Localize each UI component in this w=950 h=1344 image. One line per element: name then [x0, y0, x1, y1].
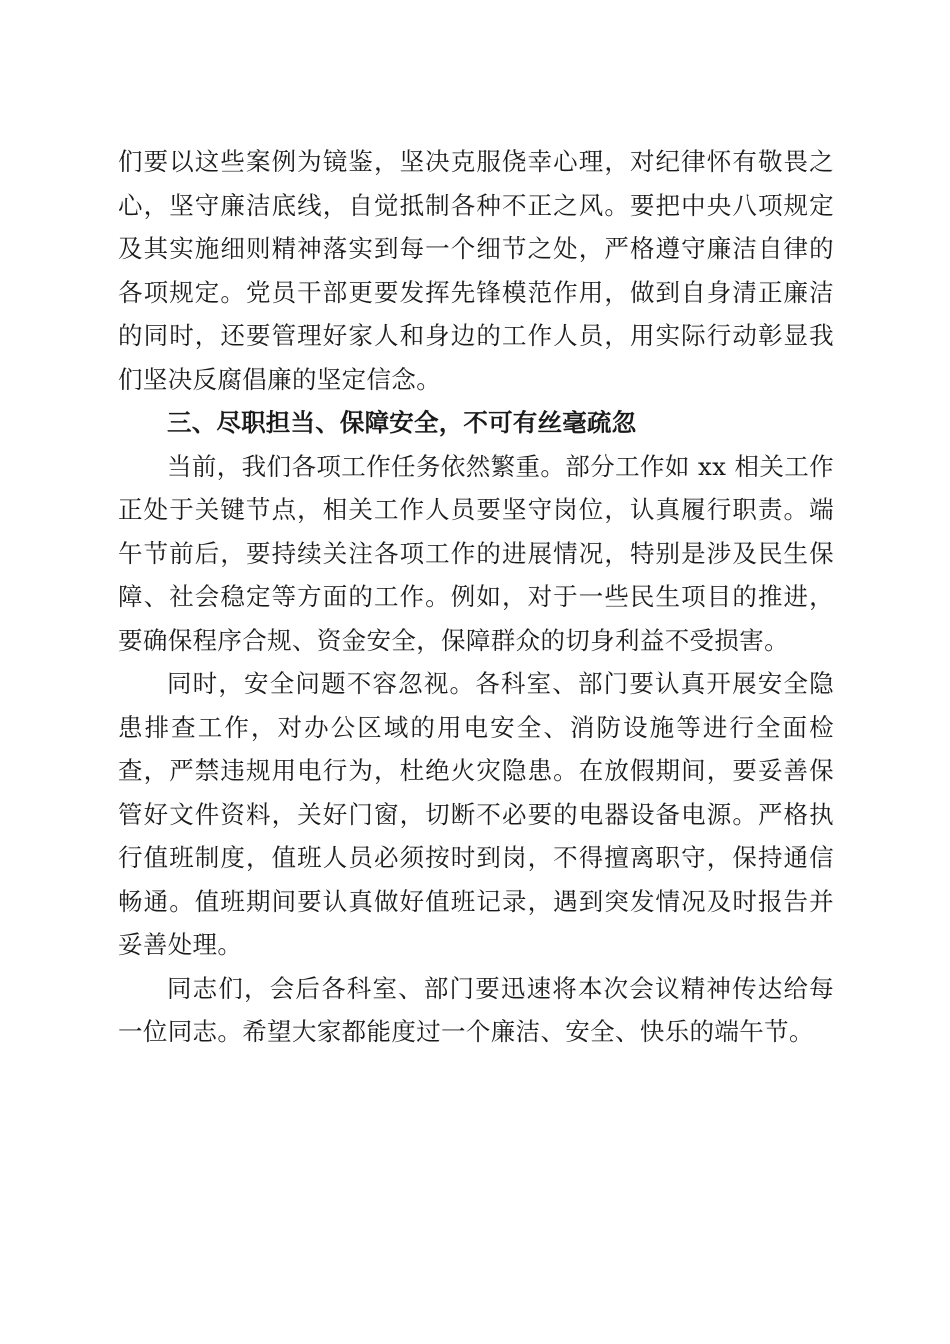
paragraph-safety: 同时，安全问题不容忽视。各科室、部门要认真开展安全隐患排查工作，对办公区域的用电安全、消防设施等进行全面检查，严禁违规用电行为，杜绝火灾隐患。在放假期间，要妥善保管好文件资料，关好门窗，切断不必要的电器设备电源。严格执行值班制度，值班人员必须按时到岗，不得擅离职守，保持通信畅通。值班期间要认真做好值班记录，遇到突发情况及时报告并妥善处理。: [118, 669, 834, 959]
paragraph-closing: 同志们，会后各科室、部门要迅速将本次会议精神传达给每一位同志。希望大家都能度过一个廉洁、安全、快乐的端午节。: [118, 973, 834, 1046]
paragraph-work-tasks: 当前，我们各项工作任务依然繁重。部分工作如 xx 相关工作正处于关键节点，相关工作人员要坚守岗位，认真履行职责。端午节前后，要持续关注各项工作的进展情况，特别是涉及民生保障、社会稳定等方面的工作。例如，对于一些民生项目的推进，要确保程序合规、资金安全，保障群众的切身利益不受损害。: [118, 451, 834, 655]
section-heading-3: 三、尽职担当、保障安全，不可有丝毫疏忽: [167, 408, 637, 437]
paragraph-continuation: 们要以这些案例为镜鉴，坚决克服侥幸心理，对纪律怀有敬畏之心，坚守廉洁底线，自觉抵制各种不正之风。要把中央八项规定及其实施细则精神落实到每一个细节之处，严格遵守廉洁自律的各项规定。党员干部更要发挥先锋模范作用，做到自身清正廉洁的同时，还要管理好家人和身边的工作人员，用实际行动彰显我们坚决反腐倡廉的坚定信念。: [118, 147, 834, 394]
document-body: [118, 140, 834, 1054]
